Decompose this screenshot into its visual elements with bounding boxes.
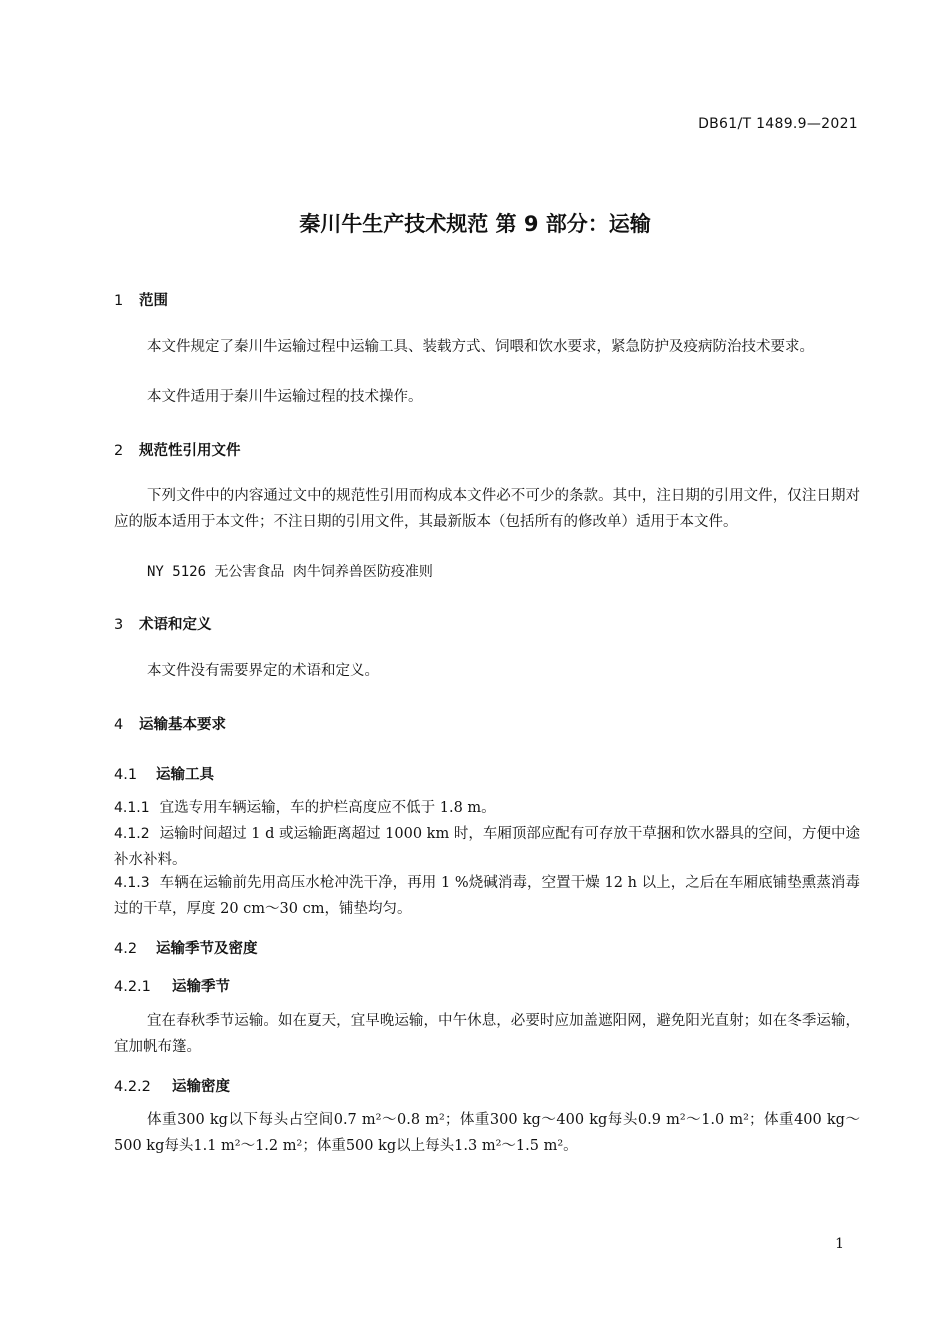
clause-4-1-3 <box>114 870 860 922</box>
subsection-title: 运输季节及密度 <box>156 941 258 957</box>
subsection-4-1-heading <box>114 763 214 784</box>
clause-text: 运输时间超过 1 d 或运输距离超过 1000 km 时，车厢顶部应配有可存放干草捆和饮水器具的空间，方便中途补水补料。 <box>114 826 860 868</box>
section-2-heading <box>114 439 241 460</box>
section-title: 术语和定义 <box>139 617 212 633</box>
subsection-number: 4.1 <box>114 767 138 783</box>
clause-text: 车辆在运输前先用高压水枪冲洗干净，再用 1 %烧碱消毒，空置干燥 12 h 以上，之后在车厢底铺垫熏蒸消毒过的干草，厚度 20 cm～30 cm，铺垫均匀。 <box>114 875 860 917</box>
transport-season-paragraph: 宜在春秋季节运输。如在夏天，宜早晚运输，中午休息，必要时应加盖遮阳网，避免阳光直射；如在冬季运输，宜加帆布篷。 <box>114 1013 860 1055</box>
clause-4-1-1 <box>114 795 860 821</box>
subsection-number: 4.2 <box>114 941 138 957</box>
section-1-paragraph-1: 本文件规定了秦川牛运输过程中运输工具、装载方式、饲喂和饮水要求，紧急防护及疫病防治技术要求。 <box>147 339 814 355</box>
normative-reference: NY 5126 无公害食品 肉牛饲养兽医防疫准则 <box>147 564 433 580</box>
subsection-title: 运输季节 <box>172 979 230 995</box>
section-2-paragraph-1: 下列文件中的内容通过文中的规范性引用而构成本文件必不可少的条款。其中，注日期的引用文件，仅注日期对应的版本适用于本文件；不注日期的引用文件，其最新版本（包括所有的修改单）适用于本文件。 <box>114 488 860 530</box>
section-4-heading <box>114 713 226 734</box>
clause-number: 4.1.3 <box>114 875 150 891</box>
transport-density-paragraph: 体重300 kg以下每头占空间0.7 m²～0.8 m²；体重300 kg～400 kg每头0.9 m²～1.0 m²；体重400 kg～500 kg每头1.1 m²～1.2 m²；体重500 kg以上每头1.3 m²～1.5 m²。 <box>114 1112 860 1154</box>
section-number: 2 <box>114 443 124 459</box>
clause-number: 4.1.1 <box>114 800 150 816</box>
document-title: 秦川牛生产技术规范 第 9 部分：运输 <box>299 212 651 236</box>
subsection-4-2-1-heading <box>114 975 230 996</box>
clause-4-1-2 <box>114 821 860 873</box>
subsection-4-2-heading <box>114 937 258 958</box>
section-1-paragraph-2: 本文件适用于秦川牛运输过程的技术操作。 <box>147 389 423 405</box>
page-number: 1 <box>835 1236 844 1252</box>
section-number: 4 <box>114 717 124 733</box>
section-title: 运输基本要求 <box>139 717 226 733</box>
clause-text: 宜选专用车辆运输，车的护栏高度应不低于 1.8 m。 <box>159 800 496 816</box>
section-number: 1 <box>114 293 124 309</box>
document-code: DB61/T 1489.9—2021 <box>698 116 858 132</box>
subsection-title: 运输工具 <box>156 767 214 783</box>
subsection-title: 运输密度 <box>172 1079 230 1095</box>
section-title: 范围 <box>139 293 168 309</box>
section-1-heading <box>114 289 168 310</box>
section-title: 规范性引用文件 <box>139 443 241 459</box>
clause-number: 4.1.2 <box>114 826 150 842</box>
subsection-4-2-2-heading <box>114 1075 230 1096</box>
subsection-number: 4.2.1 <box>114 979 151 995</box>
subsection-number: 4.2.2 <box>114 1079 151 1095</box>
section-number: 3 <box>114 617 124 633</box>
section-3-heading <box>114 613 212 634</box>
section-3-paragraph-1: 本文件没有需要界定的术语和定义。 <box>147 663 379 679</box>
